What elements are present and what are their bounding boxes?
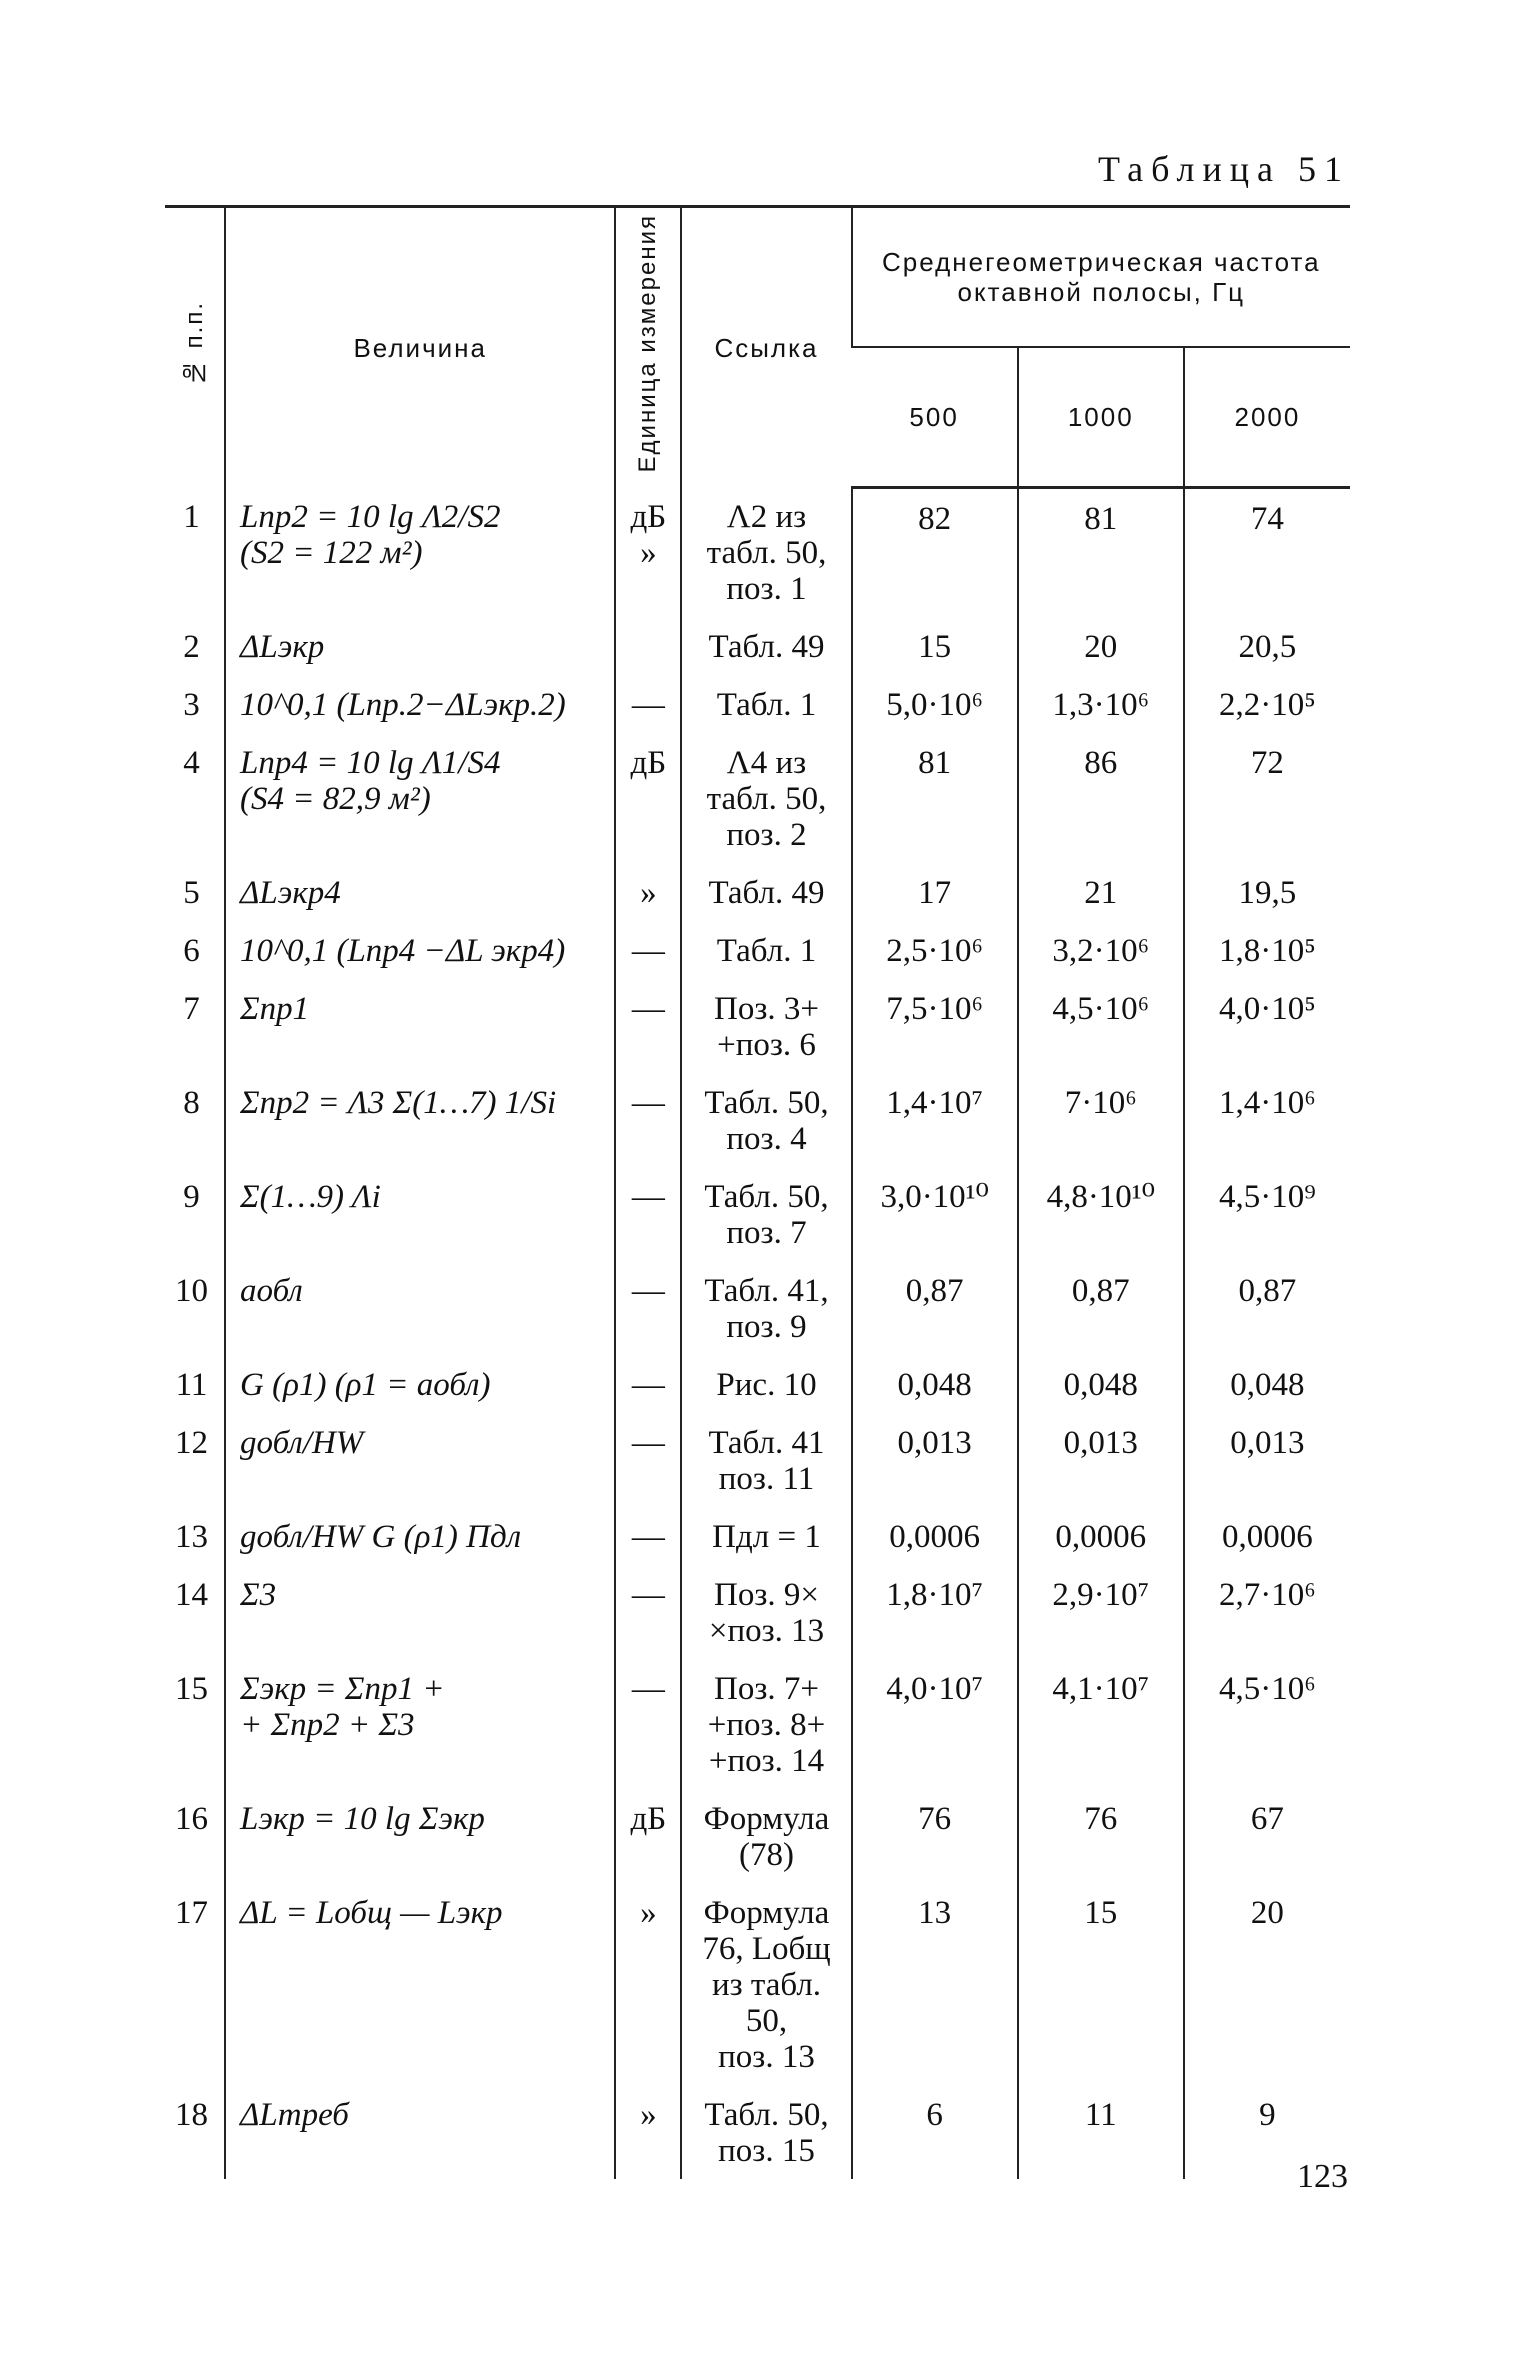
row-value-2000: 4,5·10⁶ — [1184, 1659, 1350, 1789]
row-value-2000: 1,8·10⁵ — [1184, 921, 1350, 979]
header-freq-2000: 2000 — [1184, 347, 1350, 487]
row-value-1000: 2,9·10⁷ — [1018, 1565, 1184, 1659]
row-reference-line: Табл. 50, — [704, 2097, 829, 2134]
row-value-500: 0,87 — [852, 1261, 1018, 1355]
row-number: 14 — [175, 1577, 209, 1614]
row-unit — [615, 1355, 681, 1413]
row-reference-line: 50, — [745, 2003, 788, 2040]
row-quantity — [225, 1883, 615, 2085]
row-unit — [615, 1413, 681, 1507]
row-value-1000: 11 — [1018, 2085, 1184, 2179]
row-value-2000: 1,4·10⁶ — [1184, 1073, 1350, 1167]
row-quantity-line: Lэкр = 10 lg Σэкр — [240, 1801, 485, 1838]
row-reference-line: поз. 11 — [718, 1461, 815, 1498]
row-reference — [681, 1659, 851, 1789]
row-reference-line: Λ2 из — [726, 499, 807, 536]
table-row — [165, 487, 1350, 617]
row-reference-line: из табл. — [711, 1967, 822, 2004]
row-unit — [615, 2085, 681, 2179]
table-row — [165, 1413, 1350, 1507]
row-value-1000: 4,1·10⁷ — [1018, 1659, 1184, 1789]
row-reference-line: (78) — [739, 1837, 794, 1874]
row-quantity — [225, 2085, 615, 2179]
row-quantity-line: ΔLэкр4 — [240, 875, 341, 912]
header-num: № п.п. — [165, 207, 225, 488]
row-reference — [681, 863, 851, 921]
row-quantity-line: Lпр2 = 10 lg Λ2/S2 — [240, 499, 501, 536]
row-unit-line: — — [631, 933, 665, 970]
row-value-500: 0,048 — [852, 1355, 1018, 1413]
row-unit-line: — — [631, 687, 665, 724]
row-value-1000: 86 — [1018, 733, 1184, 863]
row-reference-line: Табл. 1 — [716, 933, 817, 970]
row-reference — [681, 1413, 851, 1507]
row-quantity-line: G (ρ1) (ρ1 = aобл) — [240, 1367, 491, 1404]
row-reference — [681, 1565, 851, 1659]
table-row — [165, 1507, 1350, 1565]
page-number: 123 — [1297, 2158, 1348, 2195]
row-value-1000: 3,2·10⁶ — [1018, 921, 1184, 979]
row-value-2000: 0,0006 — [1184, 1507, 1350, 1565]
row-unit — [615, 1507, 681, 1565]
header-reference: Ссылка — [681, 207, 851, 488]
row-reference — [681, 1507, 851, 1565]
row-value-1000: 4,5·10⁶ — [1018, 979, 1184, 1073]
row-reference-line: поз. 1 — [726, 571, 807, 608]
row-value-1000: 21 — [1018, 863, 1184, 921]
row-quantity — [225, 487, 615, 617]
row-value-500: 1,8·10⁷ — [852, 1565, 1018, 1659]
row-number: 4 — [183, 745, 200, 782]
row-unit — [615, 1073, 681, 1167]
table-caption: Таблица 51 — [1098, 149, 1350, 189]
row-reference-line: поз. 13 — [718, 2039, 815, 2076]
row-unit-line: — — [631, 1367, 665, 1404]
row-value-1000: 15 — [1018, 1883, 1184, 2085]
row-unit — [615, 1565, 681, 1659]
table-body — [165, 487, 1350, 2179]
row-quantity — [225, 1167, 615, 1261]
row-quantity — [225, 1565, 615, 1659]
row-number: 9 — [183, 1179, 200, 1216]
row-quantity-line: ΔLтреб — [240, 2097, 349, 2134]
row-number: 10 — [175, 1273, 209, 1310]
row-reference-line: Табл. 41, — [704, 1273, 829, 1310]
row-reference-line: Табл. 50, — [704, 1085, 829, 1122]
row-quantity — [225, 675, 615, 733]
row-quantity-line: aобл — [240, 1273, 303, 1310]
row-value-2000: 72 — [1184, 733, 1350, 863]
row-value-1000: 81 — [1018, 487, 1184, 617]
row-reference-line: поз. 7 — [726, 1215, 807, 1252]
row-value-2000: 2,7·10⁶ — [1184, 1565, 1350, 1659]
row-value-500: 7,5·10⁶ — [852, 979, 1018, 1073]
table-row — [165, 675, 1350, 733]
row-value-1000: 76 — [1018, 1789, 1184, 1883]
row-unit — [615, 1789, 681, 1883]
row-reference — [681, 1883, 851, 2085]
row-reference-line: Λ4 из — [726, 745, 807, 782]
row-quantity-line: gобл/HW — [240, 1425, 364, 1462]
row-unit — [615, 1261, 681, 1355]
row-value-2000: 0,87 — [1184, 1261, 1350, 1355]
table-row — [165, 1261, 1350, 1355]
row-reference — [681, 1261, 851, 1355]
row-unit-line: — — [631, 1273, 665, 1310]
row-reference — [681, 2085, 851, 2179]
table-row — [165, 733, 1350, 863]
row-reference-line: табл. 50, — [706, 781, 827, 818]
row-quantity — [225, 863, 615, 921]
table-row — [165, 1789, 1350, 1883]
row-number: 2 — [183, 629, 200, 666]
row-value-500: 3,0·10¹⁰ — [852, 1167, 1018, 1261]
header-quantity: Величина — [225, 207, 615, 488]
row-quantity-line: ΔL = Lобщ — Lэкр — [240, 1895, 503, 1932]
row-reference — [681, 979, 851, 1073]
data-table-container — [165, 205, 1350, 2179]
row-value-2000: 20,5 — [1184, 617, 1350, 675]
row-value-500: 2,5·10⁶ — [852, 921, 1018, 979]
row-unit-line: дБ — [630, 745, 667, 782]
row-value-2000: 0,013 — [1184, 1413, 1350, 1507]
row-value-2000: 20 — [1184, 1883, 1350, 2085]
row-quantity — [225, 1507, 615, 1565]
row-unit-line: — — [631, 1179, 665, 1216]
row-reference — [681, 487, 851, 617]
row-value-500: 15 — [852, 617, 1018, 675]
row-quantity-line: Σпр2 = Λ3 Σ(1…7) 1/Si — [240, 1085, 557, 1122]
row-value-1000: 1,3·10⁶ — [1018, 675, 1184, 733]
row-reference — [681, 1789, 851, 1883]
row-value-1000: 0,048 — [1018, 1355, 1184, 1413]
table-row — [165, 1073, 1350, 1167]
row-value-1000: 0,87 — [1018, 1261, 1184, 1355]
row-quantity-line: (S2 = 122 м²) — [240, 535, 423, 572]
row-number: 3 — [183, 687, 200, 724]
row-number: 16 — [175, 1801, 209, 1838]
row-quantity — [225, 1789, 615, 1883]
row-unit — [615, 863, 681, 921]
row-value-1000: 20 — [1018, 617, 1184, 675]
row-reference-line: Формула — [703, 1895, 830, 1932]
row-value-500: 0,0006 — [852, 1507, 1018, 1565]
row-reference-line: Поз. 9× — [714, 1577, 819, 1614]
row-quantity — [225, 733, 615, 863]
row-unit-line: — — [631, 1085, 665, 1122]
row-reference-line: +поз. 14 — [708, 1743, 825, 1780]
row-reference-line: 76, Lобщ — [702, 1931, 831, 1968]
row-quantity — [225, 617, 615, 675]
table-row — [165, 1659, 1350, 1789]
row-unit — [615, 921, 681, 979]
row-unit — [615, 733, 681, 863]
row-quantity-line: ΔLэкр — [240, 629, 325, 666]
row-reference-line: табл. 50, — [706, 535, 827, 572]
row-unit-line: — — [631, 1577, 665, 1614]
row-unit-line: » — [640, 875, 657, 912]
row-value-2000: 4,5·10⁹ — [1184, 1167, 1350, 1261]
row-quantity-line: gобл/HW G (ρ1) Пдл — [240, 1519, 522, 1556]
row-value-2000: 4,0·10⁵ — [1184, 979, 1350, 1073]
row-number: 18 — [175, 2097, 209, 2134]
row-value-2000: 9 — [1184, 2085, 1350, 2179]
row-quantity-line: 10^0,1 (Lпр.2−ΔLэкр.2) — [240, 687, 566, 724]
row-unit — [615, 617, 681, 675]
row-unit-line: — — [631, 991, 665, 1028]
header-unit: Единица измерения — [615, 207, 681, 488]
row-reference — [681, 1355, 851, 1413]
row-value-2000: 67 — [1184, 1789, 1350, 1883]
row-unit — [615, 1659, 681, 1789]
row-value-500: 81 — [852, 733, 1018, 863]
row-quantity-line: Σ(1…9) Λi — [240, 1179, 381, 1216]
row-unit-line: — — [631, 1519, 665, 1556]
row-value-500: 17 — [852, 863, 1018, 921]
row-value-500: 0,013 — [852, 1413, 1018, 1507]
row-reference-line: ×поз. 13 — [708, 1613, 825, 1650]
row-reference-line: +поз. 6 — [717, 1027, 816, 1064]
row-value-2000: 74 — [1184, 487, 1350, 617]
row-reference-line: Поз. 7+ — [714, 1671, 819, 1708]
row-reference-line: Табл. 49 — [708, 629, 825, 666]
table-row — [165, 2085, 1350, 2179]
table-row — [165, 1167, 1350, 1261]
row-reference-line: Табл. 50, — [704, 1179, 829, 1216]
row-quantity — [225, 921, 615, 979]
table-row — [165, 1565, 1350, 1659]
row-number: 7 — [183, 991, 200, 1028]
row-value-1000: 4,8·10¹⁰ — [1018, 1167, 1184, 1261]
row-quantity-line: + Σпр2 + Σ3 — [240, 1707, 415, 1744]
row-reference-line: поз. 9 — [726, 1309, 807, 1346]
row-value-500: 5,0·10⁶ — [852, 675, 1018, 733]
row-number: 17 — [175, 1895, 209, 1932]
row-unit-line: » — [640, 2097, 657, 2134]
row-value-500: 13 — [852, 1883, 1018, 2085]
row-unit — [615, 487, 681, 617]
header-frequency-group: Среднегеометрическая частота октавной полосы, Гц — [852, 207, 1350, 347]
row-reference-line: Формула — [703, 1801, 830, 1838]
row-unit-line: — — [631, 1671, 665, 1708]
row-unit — [615, 979, 681, 1073]
row-reference — [681, 675, 851, 733]
row-value-1000: 0,013 — [1018, 1413, 1184, 1507]
row-unit-line: — — [631, 1425, 665, 1462]
row-reference-line: Рис. 10 — [716, 1367, 817, 1404]
table-row — [165, 1355, 1350, 1413]
row-quantity-line: Lпр4 = 10 lg Λ1/S4 — [240, 745, 501, 782]
row-quantity — [225, 1659, 615, 1789]
row-reference — [681, 921, 851, 979]
row-value-1000: 7·10⁶ — [1018, 1073, 1184, 1167]
row-number: 12 — [175, 1425, 209, 1462]
row-number: 8 — [183, 1085, 200, 1122]
row-value-1000: 0,0006 — [1018, 1507, 1184, 1565]
row-reference-line: поз. 4 — [726, 1121, 807, 1158]
row-value-2000: 0,048 — [1184, 1355, 1350, 1413]
header-freq-1000: 1000 — [1018, 347, 1184, 487]
row-reference-line: Табл. 41 — [708, 1425, 825, 1462]
data-table — [165, 205, 1350, 2179]
row-value-500: 1,4·10⁷ — [852, 1073, 1018, 1167]
row-number: 1 — [183, 499, 200, 536]
row-reference-line: Табл. 1 — [716, 687, 817, 724]
row-quantity — [225, 1261, 615, 1355]
header-freq-500: 500 — [852, 347, 1018, 487]
row-number: 13 — [175, 1519, 209, 1556]
row-quantity-line: Σэкр = Σпр1 + — [240, 1671, 445, 1708]
row-quantity-line: (S4 = 82,9 м²) — [240, 781, 431, 818]
row-unit-line: дБ — [630, 499, 667, 536]
row-unit-line: » — [640, 1895, 657, 1932]
row-value-500: 4,0·10⁷ — [852, 1659, 1018, 1789]
row-reference-line: +поз. 8+ — [707, 1707, 826, 1744]
row-quantity — [225, 1413, 615, 1507]
row-value-500: 82 — [852, 487, 1018, 617]
row-value-2000: 19,5 — [1184, 863, 1350, 921]
row-number: 5 — [183, 875, 200, 912]
row-number: 11 — [175, 1367, 208, 1404]
table-row — [165, 921, 1350, 979]
row-reference-line: Пдл = 1 — [712, 1519, 821, 1556]
row-number: 15 — [175, 1671, 209, 1708]
row-quantity-line: 10^0,1 (Lпр4 −ΔL экр4) — [240, 933, 566, 970]
row-reference-line: поз. 15 — [718, 2133, 815, 2170]
row-reference — [681, 1167, 851, 1261]
row-reference — [681, 617, 851, 675]
row-quantity-line: Σ3 — [240, 1577, 277, 1614]
row-quantity — [225, 979, 615, 1073]
table-row — [165, 979, 1350, 1073]
row-reference — [681, 1073, 851, 1167]
row-reference-line: поз. 2 — [726, 817, 807, 854]
row-unit-line: » — [640, 535, 657, 572]
table-row — [165, 617, 1350, 675]
row-unit — [615, 1883, 681, 2085]
row-reference-line: Табл. 49 — [708, 875, 825, 912]
row-quantity — [225, 1073, 615, 1167]
row-quantity-line: Σпр1 — [240, 991, 310, 1028]
row-value-500: 6 — [852, 2085, 1018, 2179]
row-number: 6 — [183, 933, 200, 970]
row-value-500: 76 — [852, 1789, 1018, 1883]
row-value-2000: 2,2·10⁵ — [1184, 675, 1350, 733]
row-unit-line: дБ — [630, 1801, 667, 1838]
table-row — [165, 1883, 1350, 2085]
table-row — [165, 863, 1350, 921]
row-reference — [681, 733, 851, 863]
row-quantity — [225, 1355, 615, 1413]
row-unit — [615, 675, 681, 733]
row-unit — [615, 1167, 681, 1261]
row-reference-line: Поз. 3+ — [714, 991, 819, 1028]
